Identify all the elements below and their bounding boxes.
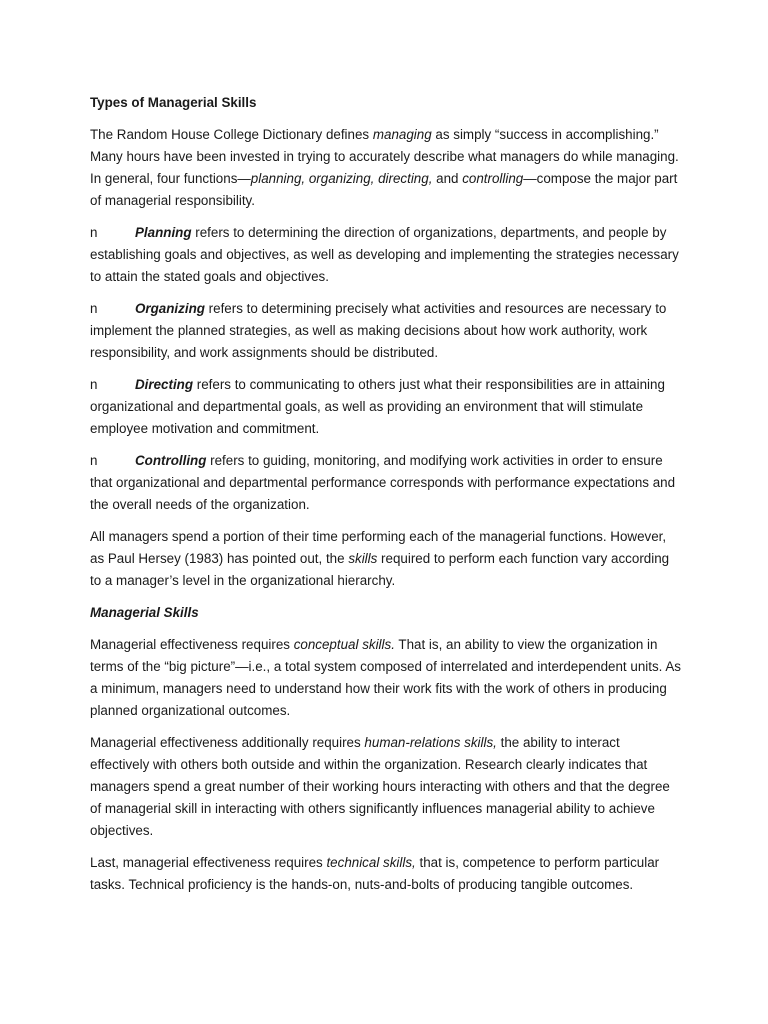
intro-paragraph xyxy=(90,124,682,212)
all-managers-text-2: required to perform each function vary according to a manager’s level in the organizational hierarchy. xyxy=(90,551,670,588)
function-description: refers to communicating to others just what their responsibilities are in attaining organizational and departmental goals, as well as providing an environment that will stimulate employee motivation and commitment. xyxy=(90,377,665,436)
bullet-marker: n xyxy=(90,301,98,316)
function-item-organizing xyxy=(90,298,682,364)
function-item-directing xyxy=(90,374,682,440)
all-managers-italic-skills: skills xyxy=(348,551,378,566)
intro-text-2: as simply “success in accomplishing.” Many hours have been invested in trying to accurately describe what managers do while managing. In general, four functions— xyxy=(90,127,679,186)
function-term: Controlling xyxy=(135,453,207,468)
function-term: Directing xyxy=(135,377,194,392)
technical-italic: technical skills, xyxy=(326,855,416,870)
function-term: Organizing xyxy=(135,301,205,316)
conceptual-italic: conceptual skills. xyxy=(293,637,395,652)
intro-italic-functions: planning, organizing, directing, xyxy=(250,171,433,186)
intro-italic-managing: managing xyxy=(372,127,432,142)
bullet-marker: n xyxy=(90,377,98,392)
human-italic: human-relations skills, xyxy=(364,735,497,750)
intro-text-1: The Random House College Dictionary defines xyxy=(90,127,373,142)
function-item-planning xyxy=(90,222,682,288)
intro-text-3: and xyxy=(432,171,463,186)
intro-italic-controlling: controlling xyxy=(462,171,524,186)
conceptual-skills-paragraph xyxy=(90,634,682,722)
human-text-1: Managerial effectiveness additionally requires xyxy=(90,735,365,750)
bullet-marker: n xyxy=(90,225,98,240)
technical-text-1: Last, managerial effectiveness requires xyxy=(90,855,327,870)
human-relations-paragraph xyxy=(90,732,682,842)
all-managers-paragraph xyxy=(90,526,682,592)
function-description: refers to determining the direction of organizations, departments, and people by establishing goals and objectives, as well as developing and implementing the strategies necessary to attain the stated goals and objectives. xyxy=(90,225,679,284)
human-text-2: the ability to interact effectively with others both outside and within the organization. Research clearly indicates that managers spend a great number of their working hours interacting with others and that the degree of managerial skill in interacting with others significantly influences managerial ability to achieve objectives. xyxy=(90,735,670,838)
intro-text-4: —compose the major part of managerial responsibility. xyxy=(90,171,678,208)
conceptual-text-1: Managerial effectiveness requires xyxy=(90,637,294,652)
technical-skills-paragraph xyxy=(90,852,682,896)
document-title: Types of Managerial Skills xyxy=(90,95,257,110)
technical-text-2: that is, competence to perform particular tasks. Technical proficiency is the hands-on, nuts-and-bolts of producing tangible outcomes. xyxy=(90,855,660,892)
function-description: refers to guiding, monitoring, and modifying work activities in order to ensure that organizational and departmental performance corresponds with performance expectations and the overall needs of the organization. xyxy=(90,453,676,512)
function-term: Planning xyxy=(135,225,192,240)
function-item-controlling xyxy=(90,450,682,516)
bullet-marker: n xyxy=(90,453,98,468)
all-managers-text-1: All managers spend a portion of their time performing each of the managerial functions. However, as Paul Hersey (1983) has pointed out, the xyxy=(90,529,667,566)
section-subheading: Managerial Skills xyxy=(90,605,199,620)
conceptual-text-2: That is, an ability to view the organization in terms of the “big picture”—i.e., a total system composed of interrelated and interdependent units. As a minimum, managers need to understand how their work fits with the work of others in producing planned organizational outcomes. xyxy=(90,637,681,718)
document-body xyxy=(90,92,682,906)
function-description: refers to determining precisely what activities and resources are necessary to implement the planned strategies, as well as making decisions about how work authority, work responsibility, and work assignments should be distributed. xyxy=(90,301,667,360)
